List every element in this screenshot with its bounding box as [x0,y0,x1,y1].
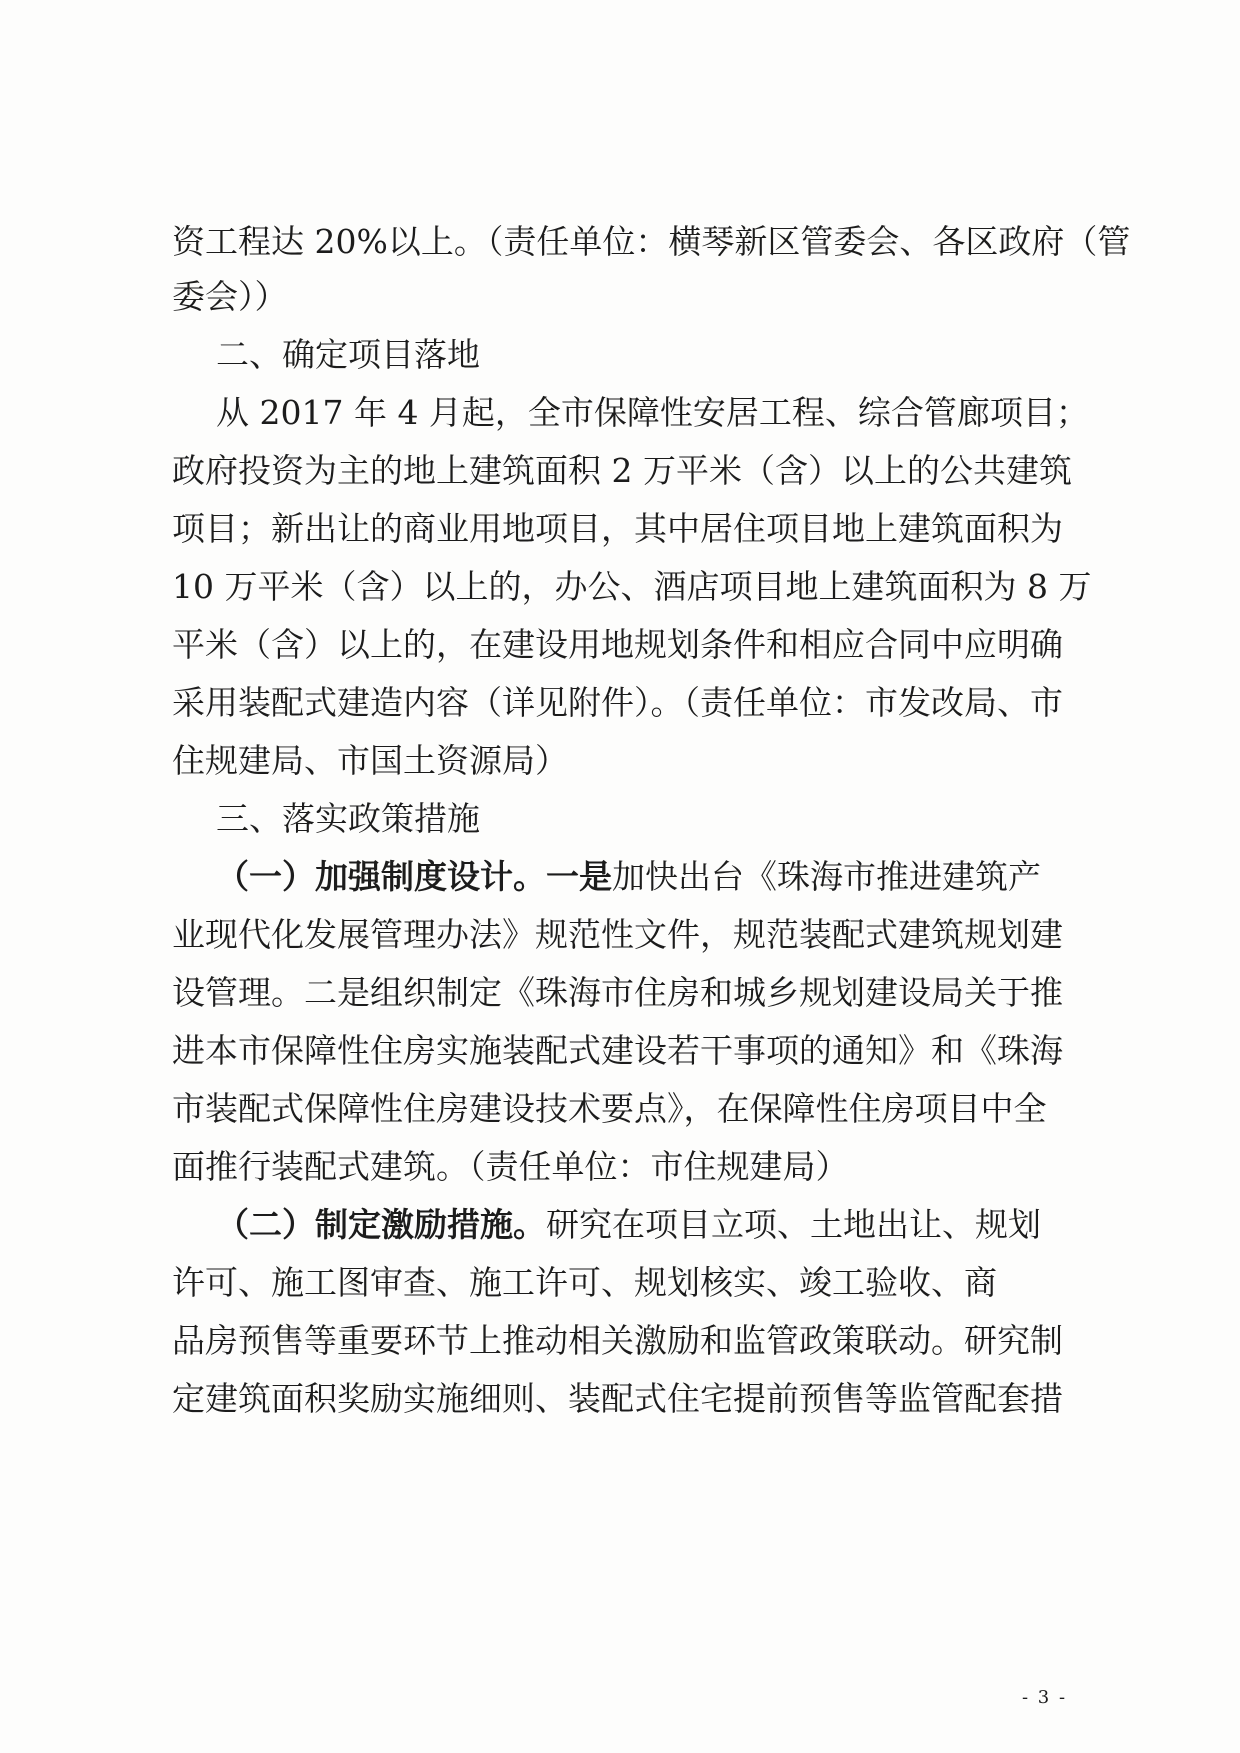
heading-text: 二、确定项目落地 [216,335,480,374]
line-text: 设管理。二是组织制定《珠海市住房和城乡规划建设局关于推 [172,973,1063,1012]
body-line [172,1089,1072,1129]
body-line [216,857,1116,897]
line-text: 进本市保障性住房实施装配式建设若干事项的通知》和《珠海 [172,1031,1063,1070]
line-text: 市装配式保障性住房建设技术要点》，在保障性住房项目中全 [172,1089,1047,1128]
line-text: 平米（含）以上的，在建设用地规划条件和相应合同中应明确 [172,625,1063,664]
body-line [172,1379,1072,1419]
line-text: 委会）） [172,277,288,316]
body-line [172,451,1072,491]
body-line [172,683,1072,723]
section-heading [216,799,1116,839]
line-text: 定建筑面积奖励实施细则、装配式住宅提前预售等监管配套措 [172,1379,1063,1418]
body-line [172,625,1072,665]
line-text: 资工程达 20%以上。（责任单位：横琴新区管委会、各区政府（管 [172,222,1131,261]
heading-text: 三、落实政策措施 [216,799,480,838]
body-line [172,973,1072,1013]
line-text: 研究在项目立项、土地出让、规划 [546,1205,1041,1244]
body-line [172,1321,1072,1361]
line-text: 加快出台《珠海市推进建筑产 [612,857,1041,896]
body-line [172,567,1092,607]
line-text: 住规建局、市国土资源局） [172,741,568,780]
subsection-lead: （二）制定激励措施。 [216,1205,546,1244]
body-line [172,741,1072,781]
line-text: 项目；新出让的商业用地项目，其中居住项目地上建筑面积为 [172,509,1063,548]
subsection-lead: （一）加强制度设计。一是 [216,857,612,896]
line-text: 面推行装配式建筑。（责任单位：市住规建局） [172,1147,849,1186]
line-text: 采用装配式建造内容（详见附件）。（责任单位：市发改局、市 [172,683,1063,722]
line-text: 品房预售等重要环节上推动相关激励和监管政策联动。研究制 [172,1321,1063,1360]
line-text: 政府投资为主的地上建筑面积 2 万平米（含）以上的公共建筑 [172,451,1072,490]
body-line [216,393,1116,433]
body-line [172,1031,1072,1071]
body-line [172,222,1131,262]
body-line [216,1205,1116,1245]
body-line [172,1263,1072,1303]
body-line [172,1147,1072,1187]
section-heading [216,335,1116,375]
page-number: - 3 - [1022,1687,1068,1708]
line-text: 许可、施工图审查、施工许可、规划核实、竣工验收、商 [172,1263,997,1302]
line-text: 从 2017 年 4 月起，全市保障性安居工程、综合管廊项目； [216,393,1089,432]
line-text: 10 万平米（含）以上的，办公、酒店项目地上建筑面积为 8 万 [172,567,1092,606]
body-line [172,509,1072,549]
body-line [172,915,1072,955]
line-text: 业现代化发展管理办法》规范性文件，规范装配式建筑规划建 [172,915,1063,954]
body-line [172,277,1072,317]
